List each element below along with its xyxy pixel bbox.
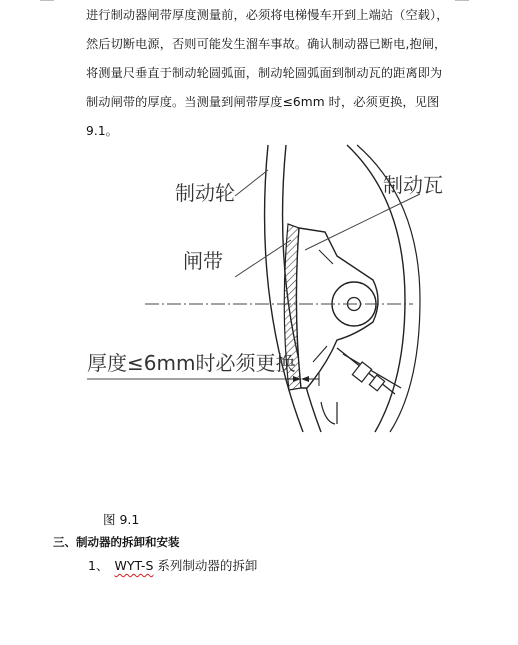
adjusting-bolt bbox=[337, 348, 401, 394]
paragraph-line: 然后切断电源，否则可能发生溜车事故。确认制动器已断电,抱闸， bbox=[86, 37, 447, 51]
label-brake-band: 闸带 bbox=[183, 249, 223, 273]
sub-heading-model: WYT-S bbox=[114, 558, 154, 573]
label-brake-wheel: 制动轮 bbox=[175, 181, 235, 205]
sub-heading-text: 系列制动器的拆卸 bbox=[157, 558, 258, 573]
sub-heading-number: 1、 bbox=[88, 558, 109, 573]
label-brake-shoe: 制动瓦 bbox=[383, 173, 443, 197]
paragraph-line: 将测量尺垂直于制动轮圆弧面，制动轮圆弧面到制动瓦的距离即为 bbox=[86, 66, 443, 80]
label-thickness-note: 厚度≤6mm时必须更换 bbox=[87, 351, 296, 375]
page-corner-mark-right bbox=[455, 0, 469, 1]
page-corner-mark-left bbox=[40, 0, 54, 1]
paragraph-line: 9.1。 bbox=[86, 124, 118, 138]
figure-caption: 图 9.1 bbox=[103, 512, 140, 527]
paragraph-line: 制动闸带的厚度。当测量到闸带厚度≤6mm 时，必须更换，见图 bbox=[86, 95, 440, 109]
brake-diagram bbox=[75, 140, 495, 440]
paragraph-line: 进行制动器闸带厚度测量前，必须将电梯慢车开到上端站（空载）， bbox=[86, 8, 449, 22]
sub-heading bbox=[88, 556, 257, 574]
section-heading: 三、制动器的拆卸和安装 bbox=[53, 535, 180, 549]
